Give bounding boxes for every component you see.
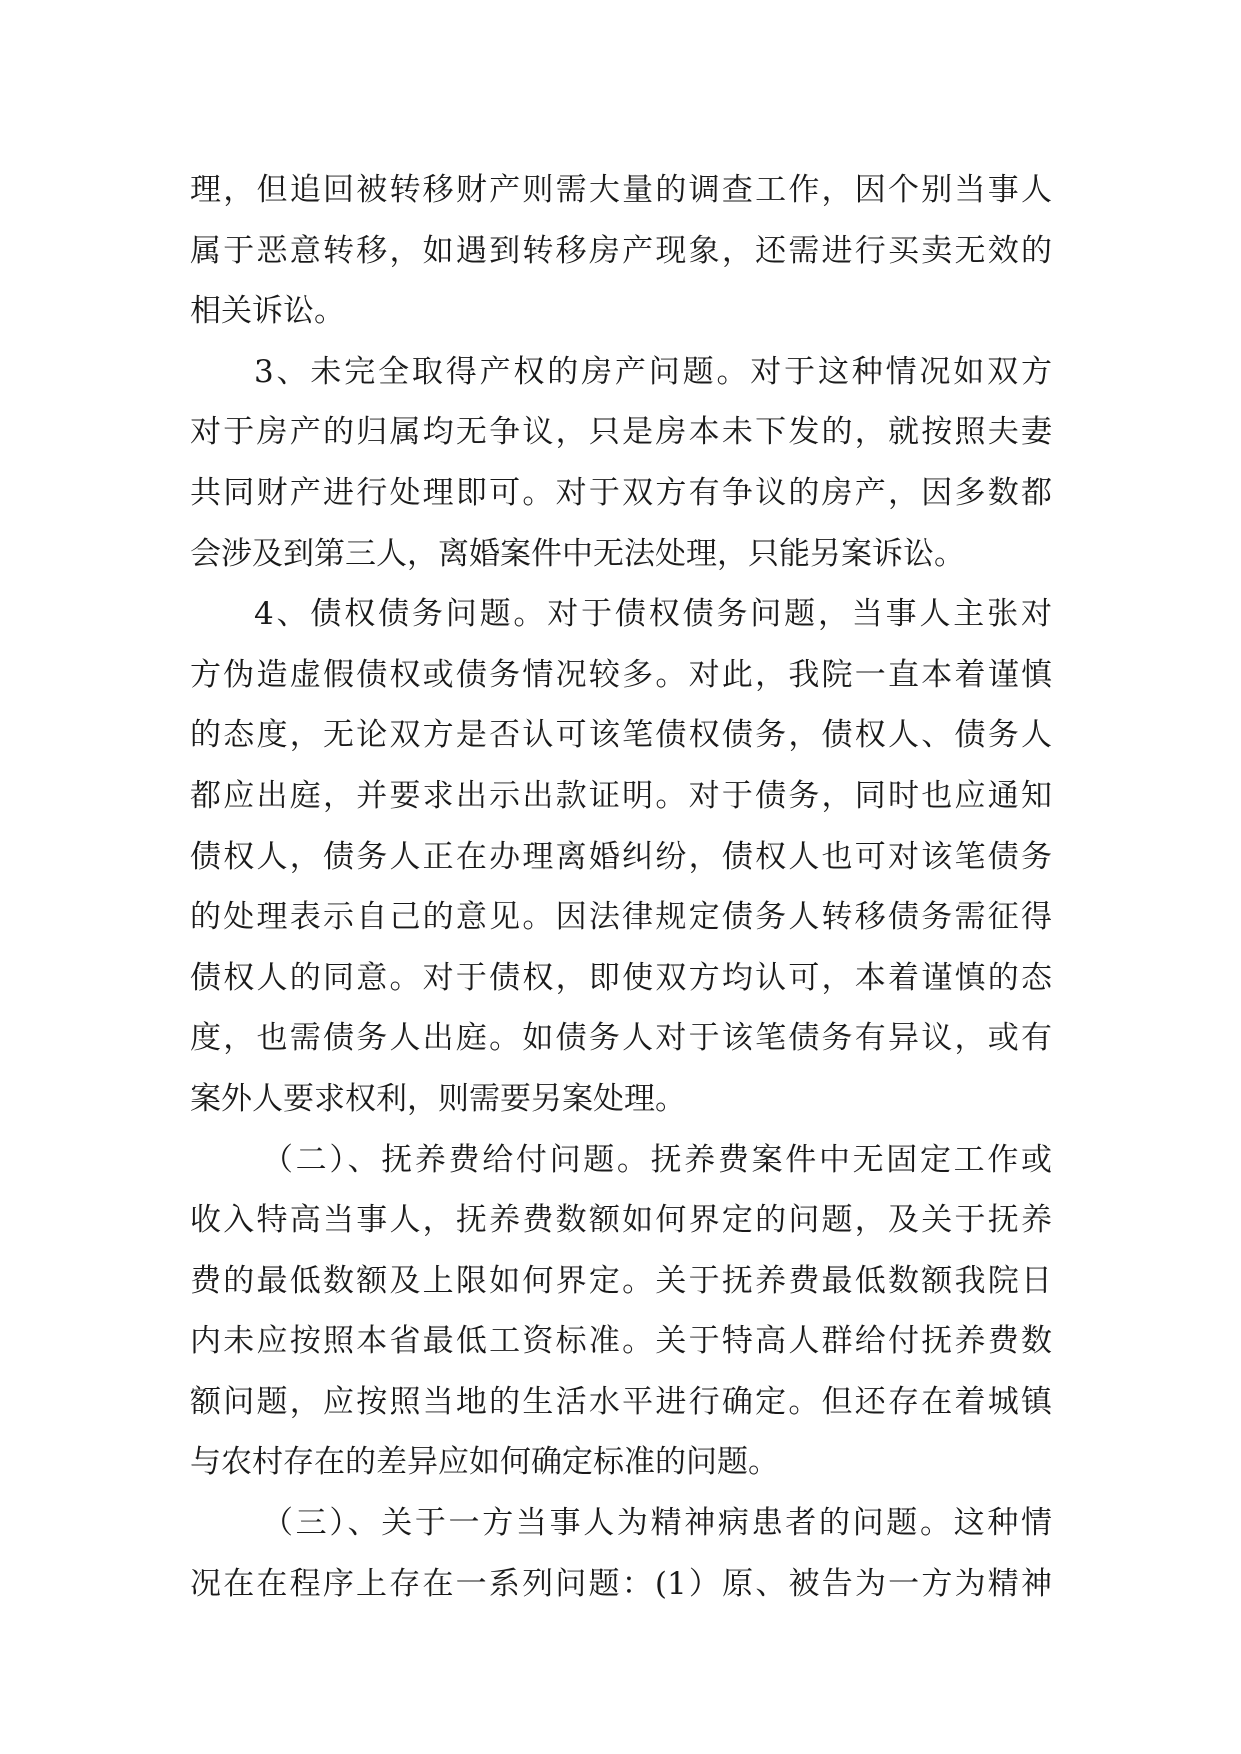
text-line: 费的最低数额及上限如何界定。关于抚养费最低数额我院日 (190, 1262, 1052, 1299)
text-line: 与农村存在的差异应如何确定标准的问题。 (190, 1444, 779, 1481)
text-line: 共同财产进行处理即可。对于双方有争议的房产，因多数都 (190, 474, 1052, 511)
text-line: 理，但追回被转移财产则需大量的调查工作，因个别当事人 (190, 172, 1052, 208)
text-line: （二）、抚养费给付问题。抚养费案件中无固定工作或 (262, 1141, 1052, 1178)
text-line: 的处理表示自己的意见。因法律规定债务人转移债务需征得 (190, 899, 1052, 936)
text-line: 方伪造虚假债权或债务情况较多。对此，我院一直本着谨慎 (190, 656, 1052, 693)
text-line: 属于恶意转移，如遇到转移房产现象，还需进行买卖无效的 (190, 232, 1052, 269)
text-line: （三）、关于一方当事人为精神病患者的问题。这种情 (262, 1505, 1052, 1542)
text-line: 相关诉讼。 (190, 293, 345, 330)
text-line: 债权人的同意。对于债权，即使双方均认可，本着谨慎的态 (190, 959, 1052, 996)
text-line: 度，也需债务人出庭。如债务人对于该笔债务有异议，或有 (190, 1020, 1052, 1057)
text-line: 案外人要求权利，则需要另案处理。 (190, 1080, 686, 1117)
text-line: 都应出庭，并要求出示出款证明。对于债务，同时也应通知 (190, 777, 1052, 814)
text-line: 内未应按照本省最低工资标准。关于特高人群给付抚养费数 (190, 1323, 1052, 1360)
text-line: 收入特高当事人，抚养费数额如何界定的问题，及关于抚养 (190, 1202, 1052, 1239)
text-line: 额问题，应按照当地的生活水平进行确定。但还存在着城镇 (190, 1383, 1052, 1420)
text-line: 会涉及到第三人，离婚案件中无法处理，只能另案诉讼。 (190, 535, 965, 572)
text-line: 的态度，无论双方是否认可该笔债权债务，债权人、债务人 (190, 717, 1052, 754)
text-line: 况在在程序上存在一系列问题：(1）原、被告为一方为精神 (190, 1565, 1052, 1602)
text-line: 4、债权债务问题。对于债权债务问题，当事人主张对 (254, 596, 1052, 633)
text-line: 对于房产的归属均无争议，只是房本未下发的，就按照夫妻 (190, 414, 1052, 451)
document-body (190, 160, 1052, 1614)
text-line: 债权人，债务人正在办理离婚纠纷，债权人也可对该笔债务 (190, 838, 1052, 875)
text-line: 3、未完全取得产权的房产问题。对于这种情况如双方 (254, 353, 1052, 390)
